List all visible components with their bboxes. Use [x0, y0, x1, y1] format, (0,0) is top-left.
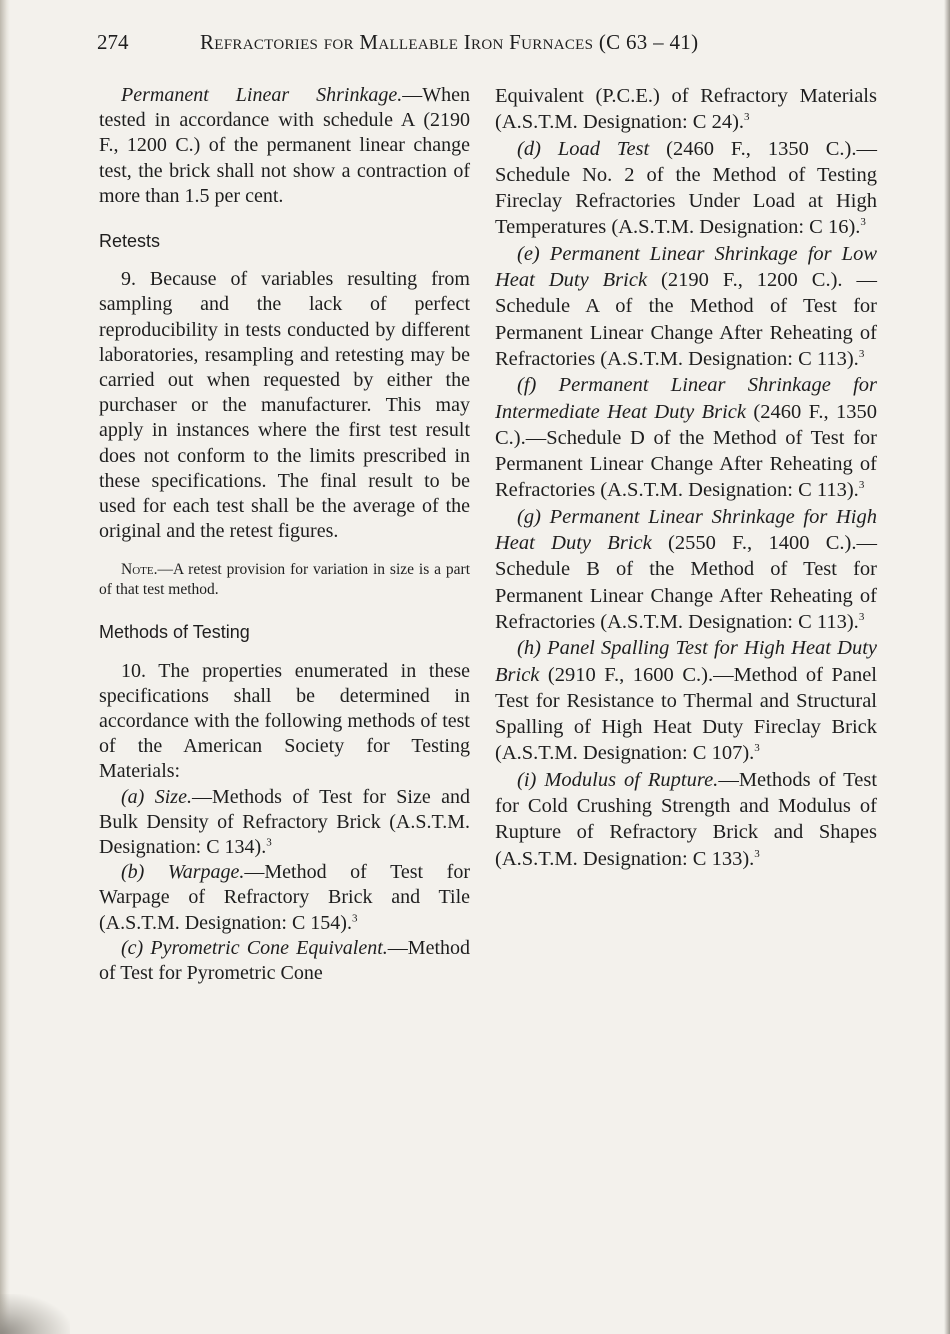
footnote-ref: 3 [744, 111, 750, 124]
item-d-title: Load Test [557, 137, 650, 160]
item-c-label: (c) [121, 936, 144, 959]
footnote-ref: 3 [754, 742, 760, 755]
footnote-ref: 3 [860, 216, 866, 229]
item-c-continued: Equivalent (P.C.E.) of Refractory Materials (A.S.T.M. Designation: C 24). [495, 85, 877, 134]
corner-shadow [0, 1294, 70, 1334]
footnote-ref: 3 [858, 348, 865, 361]
note-label: Note. [121, 561, 158, 579]
item-g-body: (2550 F., 1400 C.).—Schedule B of the Method of Test for Permanent Linear Change After Reheating of Refractories (A.S.T.M. Designation: C 113). [495, 532, 877, 633]
item-a-body: —Methods of Test for Size and Bulk Density of Refractory Brick (A.S.T.M. Designation: C 134). [99, 785, 471, 859]
item-g-label: (g) [517, 505, 541, 528]
note-body: —A retest provision for variation in size is a part of that test method. [99, 561, 470, 599]
page-edge-left [0, 0, 10, 1334]
list-item-c [99, 936, 470, 986]
retests-heading: Retests [99, 231, 161, 252]
shrinkage-paragraph [99, 83, 470, 209]
list-item-g [495, 504, 877, 635]
footnote-ref: 3 [754, 847, 760, 860]
note-paragraph [99, 560, 470, 600]
running-title: Refractories for Malleable Iron Furnaces (C 63 – 41) [200, 30, 699, 54]
item-h-label: (h) [517, 637, 541, 660]
page-header [97, 30, 897, 62]
page-number: 274 [97, 30, 129, 54]
footnote-ref: 3 [266, 836, 272, 849]
item-i-title: Modulus of Rupture. [544, 768, 719, 791]
list-item-a [99, 785, 470, 861]
item-b-title: Warpage. [167, 861, 245, 884]
list-item-b [99, 860, 470, 936]
footnote-ref: 3 [858, 611, 865, 624]
item-f-body: (2460 F., 1350 C.).—Schedule D of the Method of Test for Permanent Linear Change After Reheating of Refractories (A.S.T.M. Designation: C 113). [495, 400, 877, 502]
item-a-title: Size. [154, 785, 192, 808]
page-edge-right [944, 0, 950, 1334]
item-a-label: (a) [121, 785, 145, 808]
item-i-label: (i) [517, 768, 537, 791]
list-item-i [495, 767, 877, 872]
list-item-d [495, 136, 877, 241]
item-c-body: —Method of Test for Pyrometric Cone [99, 936, 471, 985]
item-f-title: Permanent Linear Shrinkage for Intermediate Heat Duty Brick [495, 374, 878, 423]
shrinkage-title: Permanent Linear Shrinkage. [121, 84, 403, 106]
list-item-h [495, 635, 877, 766]
right-column [495, 83, 877, 872]
footnote-ref: 3 [858, 479, 865, 492]
item-e-title: Permanent Linear Shrinkage for Low Heat Duty Brick [495, 242, 877, 292]
left-column [99, 83, 470, 986]
item-g-title: Permanent Linear Shrinkage for High Heat Duty Brick [495, 505, 877, 555]
item-b-label: (b) [121, 861, 145, 884]
item-d-body: (2460 F., 1350 C.).—Schedule No. 2 of the Method of Testing Fireclay Refractories Under Load at High Temperatures (A.S.T.M. Designation: C 16). [495, 137, 878, 239]
item-b-body: —Method of Test for Warpage of Refractory Brick and Tile (A.S.T.M. Designation: C 154). [99, 861, 470, 934]
item-f-label: (f) [517, 374, 537, 397]
item-e-body: (2190 F., 1200 C.). —Schedule A of the Method of Test for Permanent Linear Change After Reheating of Refractories (A.S.T.M. Designation: C 113). [495, 269, 877, 370]
item-i-body: —Methods of Test for Cold Crushing Strength and Modulus of Rupture of Refractory Brick and Shapes (A.S.T.M. Designation: C 133). [495, 768, 878, 870]
methods-paragraph: 10. The properties enumerated in these specifications shall be determined in accordance with the following methods of test of the American Society for Testing Materials: [99, 659, 470, 783]
item-h-title: Panel Spalling Test for High Heat Duty Brick [495, 637, 877, 686]
list-item-c-continued [495, 83, 877, 136]
shrinkage-body: —When tested in accordance with schedule A (2190 F., 1200 C.) of the permanent linear change test, the brick shall not show a contraction of more than 1.5 per cent. [99, 84, 470, 207]
methods-heading: Methods of Testing [99, 622, 250, 643]
item-h-body: (2910 F., 1600 C.).—Method of Panel Test for Resistance to Thermal and Structural Spalling of High Heat Duty Fireclay Brick (A.S.T.M. Designation: C 107). [495, 663, 877, 765]
item-e-label: (e) [517, 242, 540, 265]
list-item-e [495, 241, 877, 372]
retests-paragraph: 9. Because of variables resulting from sampling and the lack of perfect reproducibility in tests conducted by different laboratories, resampling and retesting may be carried out when requested by either the purchaser or the manufacturer. This may apply in instances where the first test result does not conform to the limits prescribed in these specifications. The final result to be used for each test shall be the average of the original and the retest figures. [99, 268, 470, 543]
footnote-ref: 3 [351, 912, 358, 925]
item-d-label: (d) [517, 137, 541, 160]
list-item-f [495, 372, 877, 503]
item-c-title: Pyrometric Cone Equivalent. [150, 936, 388, 959]
